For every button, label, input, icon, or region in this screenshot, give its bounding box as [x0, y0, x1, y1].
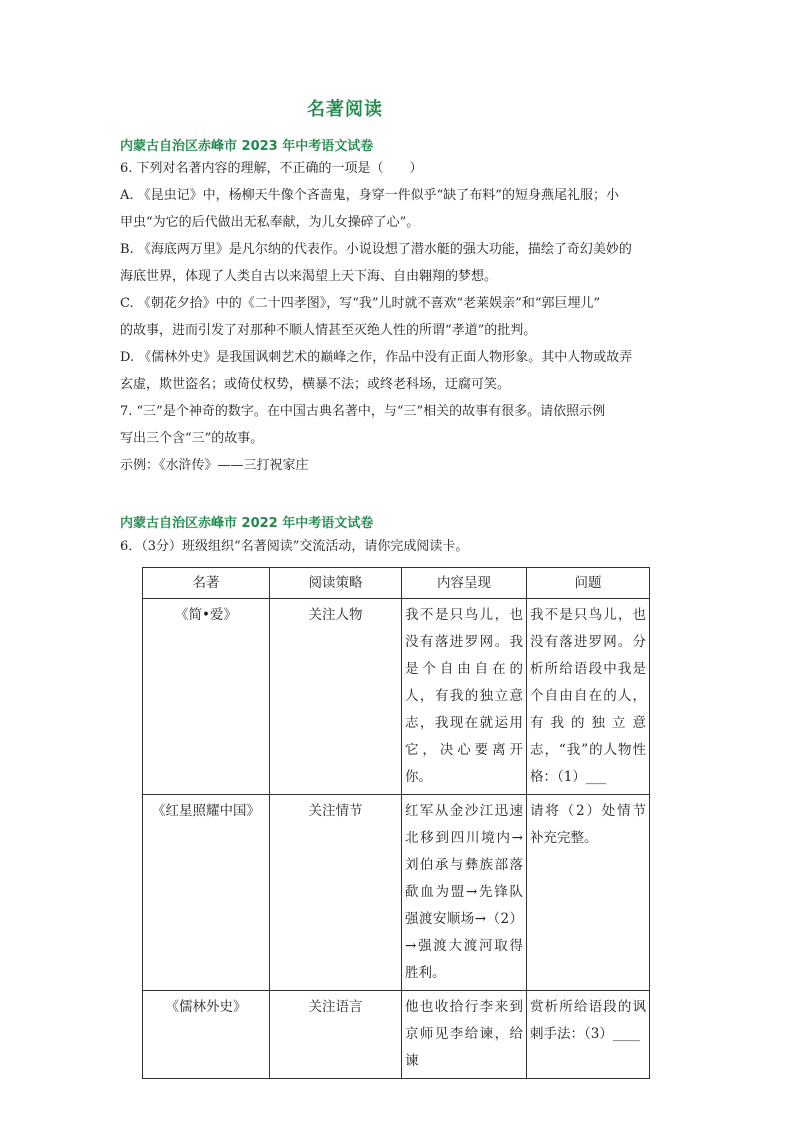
question-7-line-1: 7. “三”是个神奇的数字。在中国古典名著中，与“三”相关的故事有很多。请依照示例	[120, 404, 606, 419]
table-row	[143, 599, 650, 795]
question-7-line-2: 写出三个含“三”的故事。	[120, 431, 264, 446]
option-d-line-2: 玄虚，欺世盗名；或倚仗权势，横暴不法；或终老科场，迂腐可笑。	[120, 377, 511, 392]
option-a-line-1: A. 《昆虫记》中，杨柳天牛像个吝啬鬼，身穿一件似乎“缺了布料”的短身燕尾礼服；小	[120, 188, 619, 203]
content-cell: 我不是只鸟儿，也没有落进罗网。我是个自由自在的人，有我的独立意志，我现在就运用它，决心要离开你。	[402, 599, 527, 795]
strategy-cell: 关注人物	[270, 599, 402, 795]
question-6-stem: 6. 下列对名著内容的理解，不正确的一项是（ ）	[120, 161, 423, 176]
section-heading-2022: 内蒙古自治区赤峰市 2022 年中考语文试卷	[120, 516, 374, 531]
content-cell: 红军从金沙江迅速北移到四川境内→刘伯承与彝族部落歃血为盟→先锋队强渡安顺场→（2）→强渡大渡河取得胜利。	[402, 795, 527, 991]
option-b-line-2: 海底世界，体现了人类自古以来渴望上天下海、自由翱翔的梦想。	[120, 269, 498, 284]
header-strategy: 阅读策略	[270, 568, 402, 599]
content-cell: 他也收拾行李来到京师见李给谏，给谏	[402, 991, 527, 1079]
table-header-row	[143, 568, 650, 599]
question-6-2022-stem: 6．（3分）班级组织“名著阅读”交流活动，请你完成阅读卡。	[120, 539, 469, 554]
option-b-line-1: B. 《海底两万里》是凡尔纳的代表作。小说设想了潜水艇的强大功能，描绘了奇幻美妙的	[120, 242, 632, 257]
header-question: 问题	[527, 568, 650, 599]
section-heading-2023: 内蒙古自治区赤峰市 2023 年中考语文试卷	[120, 139, 374, 154]
question-cell: 赏析所给语段的讽刺手法：（3）____	[527, 991, 650, 1079]
header-content: 内容呈现	[402, 568, 527, 599]
book-cell: 《儒林外史》	[143, 991, 270, 1079]
option-d-line-1: D. 《儒林外史》是我国讽刺艺术的巅峰之作，作品中没有正面人物形象。其中人物或故弄	[120, 350, 633, 365]
book-cell: 《红星照耀中国》	[143, 795, 270, 991]
question-7-example: 示例：《水浒传》——三打祝家庄	[120, 458, 309, 473]
strategy-cell: 关注语言	[270, 991, 402, 1079]
header-book: 名著	[143, 568, 270, 599]
reading-card-table	[142, 567, 650, 1079]
strategy-cell: 关注情节	[270, 795, 402, 991]
option-a-line-2: 甲虫“为它的后代做出无私奉献，为儿女操碎了心”。	[120, 215, 420, 230]
option-c-line-2: 的故事，进而引发了对那种不顺人情甚至灭绝人性的所谓“孝道”的批判。	[120, 323, 537, 338]
page-title: 名著阅读	[307, 99, 383, 120]
table-row	[143, 795, 650, 991]
question-cell: 我不是只鸟儿，也没有落进罗网。分析所给语段中我是个自由自在的人，有我的独立意志，“我”的人物性格：（1）___	[527, 599, 650, 795]
table-row	[143, 991, 650, 1079]
book-cell: 《简•爱》	[143, 599, 270, 795]
question-cell: 请将（2）处情节补充完整。	[527, 795, 650, 991]
option-c-line-1: C. 《朝花夕拾》中的《二十四孝图》，写“我”儿时就不喜欢“老莱娱亲”和“郭巨埋儿”	[120, 296, 601, 311]
